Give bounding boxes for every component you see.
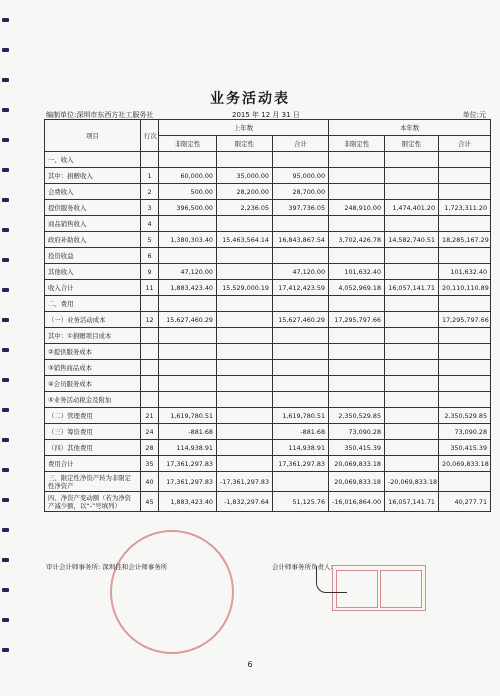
current-restricted-cell: -20,069,833.18: [385, 472, 439, 492]
current-unrestricted-cell: -16,016,864.00: [329, 492, 385, 512]
prior-restricted-cell: [217, 376, 273, 392]
current-total-cell: 20,110,110.89: [439, 280, 491, 296]
auditor-seal: [110, 530, 234, 654]
prior-restricted-cell: [217, 248, 273, 264]
table-row: [45, 424, 491, 440]
current-total-cell: 73,090.28: [439, 424, 491, 440]
table-row: [45, 344, 491, 360]
current-total-cell: 20,069,833.18: [439, 456, 491, 472]
current-unrestricted-cell: [329, 152, 385, 168]
prior-restricted-cell: 35,000.00: [217, 168, 273, 184]
prior-unrestricted-cell: [159, 248, 217, 264]
table-row: [45, 392, 491, 408]
current-total-cell: [439, 248, 491, 264]
row-line-number: [141, 376, 159, 392]
current-restricted-cell: [385, 376, 439, 392]
current-unrestricted-cell: 101,632.40: [329, 264, 385, 280]
current-unrestricted-cell: 20,069,833.18: [329, 456, 385, 472]
current-total-cell: [439, 376, 491, 392]
binder-hole: [2, 498, 9, 502]
binder-hole: [2, 168, 9, 172]
prior-total-cell: 51,125.76: [273, 492, 329, 512]
currency-unit: 单位:元: [462, 111, 486, 119]
binder-hole: [2, 618, 9, 622]
prior-total-cell: 1,619,780.51: [273, 408, 329, 424]
row-line-number: 45: [141, 492, 159, 512]
row-item: （二）管理费用: [45, 408, 141, 424]
current-restricted-cell: [385, 408, 439, 424]
current-total-cell: [439, 152, 491, 168]
current-unrestricted-cell: [329, 216, 385, 232]
table-row: [45, 264, 491, 280]
binder-hole: [2, 48, 9, 52]
binder-hole: [2, 648, 9, 652]
current-total-cell: [439, 168, 491, 184]
prior-unrestricted-cell: 17,361,297.83: [159, 456, 217, 472]
prior-total-cell: [273, 360, 329, 376]
row-item: 投资收益: [45, 248, 141, 264]
current-total-cell: 18,285,167.29: [439, 232, 491, 248]
row-item: （三）筹资费用: [45, 424, 141, 440]
row-line-number: [141, 392, 159, 408]
table-row: [45, 408, 491, 424]
prior-unrestricted-cell: [159, 216, 217, 232]
row-line-number: 1: [141, 168, 159, 184]
prior-total-cell: [273, 328, 329, 344]
current-unrestricted-cell: 248,910.00: [329, 200, 385, 216]
firm-head-label: 会计师事务所负责人:: [272, 563, 333, 571]
prior-total-cell: [273, 216, 329, 232]
row-item: 费用合计: [45, 456, 141, 472]
prior-total-cell: [273, 376, 329, 392]
table-row: [45, 492, 491, 512]
row-line-number: [141, 152, 159, 168]
prior-restricted-cell: [217, 264, 273, 280]
binder-holes: [2, 18, 12, 678]
row-line-number: 12: [141, 312, 159, 328]
prior-total-cell: [273, 344, 329, 360]
current-unrestricted-cell: 2,350,529.85: [329, 408, 385, 424]
prior-unrestricted-cell: 1,380,303.40: [159, 232, 217, 248]
col-item-header: 项目: [45, 120, 141, 152]
row-line-number: 9: [141, 264, 159, 280]
prior-restricted-cell: [217, 392, 273, 408]
row-item: （一）业务活动成本: [45, 312, 141, 328]
binder-hole: [2, 378, 9, 382]
prior-restricted-cell: [217, 344, 273, 360]
row-line-number: [141, 344, 159, 360]
current-restricted-cell: 1,474,401.20: [385, 200, 439, 216]
current-unrestricted-cell: [329, 392, 385, 408]
prior-unrestricted-cell: 17,361,297.83: [159, 472, 217, 492]
prior-unrestricted-cell: [159, 296, 217, 312]
row-line-number: 11: [141, 280, 159, 296]
current-unrestricted-header: 非限定性: [329, 136, 385, 152]
current-total-header: 合计: [439, 136, 491, 152]
row-line-number: 21: [141, 408, 159, 424]
prior-unrestricted-cell: 500.00: [159, 184, 217, 200]
current-restricted-cell: [385, 344, 439, 360]
row-line-number: 24: [141, 424, 159, 440]
row-line-number: [141, 328, 159, 344]
table-row: [45, 440, 491, 456]
prior-restricted-cell: [217, 424, 273, 440]
binder-hole: [2, 18, 9, 22]
prior-restricted-cell: [217, 216, 273, 232]
prior-unrestricted-cell: [159, 152, 217, 168]
prior-unrestricted-cell: [159, 360, 217, 376]
prior-restricted-cell: [217, 312, 273, 328]
activity-table: [44, 119, 491, 512]
row-item: 二、费用: [45, 296, 141, 312]
row-item: ③销售商品成本: [45, 360, 141, 376]
row-line-number: 4: [141, 216, 159, 232]
current-unrestricted-cell: [329, 184, 385, 200]
prior-total-cell: [273, 472, 329, 492]
table-row: [45, 280, 491, 296]
row-item: 提供服务收入: [45, 200, 141, 216]
row-item: 其他收入: [45, 264, 141, 280]
row-item: ④会员服务成本: [45, 376, 141, 392]
prior-total-cell: -881.68: [273, 424, 329, 440]
current-year-header: 本年数: [329, 120, 491, 136]
current-total-cell: 101,632.40: [439, 264, 491, 280]
prior-unrestricted-cell: 1,883,423.40: [159, 280, 217, 296]
row-item: 一、收入: [45, 152, 141, 168]
prior-total-cell: 17,412,423.59: [273, 280, 329, 296]
current-restricted-cell: [385, 264, 439, 280]
current-total-cell: [439, 472, 491, 492]
current-restricted-cell: 14,582,740.51: [385, 232, 439, 248]
current-total-cell: 2,350,529.85: [439, 408, 491, 424]
row-line-number: 3: [141, 200, 159, 216]
current-unrestricted-cell: 3,702,426.78: [329, 232, 385, 248]
page-number: 6: [247, 660, 253, 669]
prior-restricted-cell: [217, 440, 273, 456]
current-unrestricted-cell: [329, 360, 385, 376]
prior-unrestricted-cell: [159, 328, 217, 344]
row-item: 收入合计: [45, 280, 141, 296]
current-restricted-cell: 16,057,141.71: [385, 492, 439, 512]
current-unrestricted-cell: [329, 344, 385, 360]
row-line-number: 40: [141, 472, 159, 492]
current-restricted-cell: [385, 360, 439, 376]
binder-hole: [2, 588, 9, 592]
prior-total-header: 合计: [273, 136, 329, 152]
current-restricted-cell: [385, 424, 439, 440]
row-item: ②提供服务成本: [45, 344, 141, 360]
prior-total-cell: [273, 248, 329, 264]
binder-hole: [2, 348, 9, 352]
binder-hole: [2, 138, 9, 142]
prior-unrestricted-cell: -881.68: [159, 424, 217, 440]
table-row: [45, 296, 491, 312]
current-restricted-cell: [385, 392, 439, 408]
current-total-cell: 17,295,797.66: [439, 312, 491, 328]
prior-restricted-cell: -1,832,297.64: [217, 492, 273, 512]
prior-restricted-cell: [217, 360, 273, 376]
prior-total-cell: 397,736.05: [273, 200, 329, 216]
prior-restricted-cell: [217, 456, 273, 472]
row-item: 三、限定性净资产转为非限定性净资产: [45, 472, 141, 492]
current-restricted-cell: 16,057,141.71: [385, 280, 439, 296]
col-line-header: 行次: [141, 120, 159, 152]
prior-total-cell: 28,700.00: [273, 184, 329, 200]
prior-restricted-cell: 2,236.05: [217, 200, 273, 216]
reporting-unit: 编制单位:深圳市东西方社工服务社: [46, 111, 154, 119]
prior-total-cell: 114,938.91: [273, 440, 329, 456]
current-restricted-cell: [385, 168, 439, 184]
prior-restricted-header: 限定性: [217, 136, 273, 152]
current-restricted-cell: [385, 216, 439, 232]
prior-total-cell: 15,627,460.29: [273, 312, 329, 328]
current-unrestricted-cell: [329, 168, 385, 184]
prior-restricted-cell: [217, 152, 273, 168]
current-unrestricted-cell: 350,415.39: [329, 440, 385, 456]
row-item: 其中：①捐赠项目成本: [45, 328, 141, 344]
binder-hole: [2, 78, 9, 82]
current-unrestricted-cell: [329, 248, 385, 264]
prior-unrestricted-cell: [159, 344, 217, 360]
current-restricted-cell: [385, 184, 439, 200]
current-restricted-cell: [385, 296, 439, 312]
current-total-cell: [439, 184, 491, 200]
row-item: ⑤业务活动税金及附加: [45, 392, 141, 408]
table-row: [45, 360, 491, 376]
binder-hole: [2, 528, 9, 532]
table-row: [45, 376, 491, 392]
report-date: 2015 年 12 月 31 日: [232, 111, 300, 119]
row-item: 其中：捐赠收入: [45, 168, 141, 184]
current-total-cell: 40,277.71: [439, 492, 491, 512]
prior-restricted-cell: [217, 328, 273, 344]
row-line-number: [141, 360, 159, 376]
prior-unrestricted-cell: 1,883,423.40: [159, 492, 217, 512]
current-restricted-cell: [385, 456, 439, 472]
current-unrestricted-cell: 20,069,833.18: [329, 472, 385, 492]
current-total-cell: [439, 296, 491, 312]
current-restricted-cell: [385, 328, 439, 344]
current-total-cell: [439, 360, 491, 376]
row-line-number: 2: [141, 184, 159, 200]
current-total-cell: [439, 344, 491, 360]
prior-unrestricted-header: 非限定性: [159, 136, 217, 152]
binder-hole: [2, 438, 9, 442]
table-row: [45, 184, 491, 200]
binder-hole: [2, 198, 9, 202]
prior-unrestricted-cell: 1,619,780.51: [159, 408, 217, 424]
binder-hole: [2, 228, 9, 232]
current-total-cell: 1,723,311.20: [439, 200, 491, 216]
binder-hole: [2, 108, 9, 112]
prior-unrestricted-cell: [159, 392, 217, 408]
prior-unrestricted-cell: 396,500.00: [159, 200, 217, 216]
row-line-number: 6: [141, 248, 159, 264]
current-total-cell: [439, 392, 491, 408]
row-line-number: 5: [141, 232, 159, 248]
current-unrestricted-cell: 73,090.28: [329, 424, 385, 440]
row-item: （四）其他费用: [45, 440, 141, 456]
current-total-cell: [439, 216, 491, 232]
prior-restricted-cell: 15,463,564.14: [217, 232, 273, 248]
prior-total-cell: [273, 392, 329, 408]
prior-total-cell: 47,120.00: [273, 264, 329, 280]
prior-year-header: 上年数: [159, 120, 329, 136]
prior-unrestricted-cell: [159, 376, 217, 392]
prior-unrestricted-cell: 60,000.00: [159, 168, 217, 184]
current-unrestricted-cell: [329, 376, 385, 392]
prior-total-cell: 16,843,867.54: [273, 232, 329, 248]
current-restricted-cell: [385, 312, 439, 328]
current-unrestricted-cell: [329, 328, 385, 344]
table-row: [45, 152, 491, 168]
table-row: [45, 456, 491, 472]
current-restricted-cell: [385, 440, 439, 456]
audit-firm-label: 审计会计师事务所: 深圳佳和会计师事务所: [46, 563, 168, 571]
binder-hole: [2, 468, 9, 472]
prior-total-cell: 17,361,297.83: [273, 456, 329, 472]
prior-restricted-cell: 15,529,000.19: [217, 280, 273, 296]
current-unrestricted-cell: 4,052,969.18: [329, 280, 385, 296]
current-restricted-header: 限定性: [385, 136, 439, 152]
prior-restricted-cell: [217, 408, 273, 424]
prior-unrestricted-cell: 47,120.00: [159, 264, 217, 280]
row-line-number: 35: [141, 456, 159, 472]
row-line-number: 28: [141, 440, 159, 456]
row-line-number: [141, 296, 159, 312]
row-item: 会费收入: [45, 184, 141, 200]
prior-unrestricted-cell: 114,938.91: [159, 440, 217, 456]
binder-hole: [2, 288, 9, 292]
table-row: [45, 216, 491, 232]
table-row: [45, 472, 491, 492]
table-row: [45, 328, 491, 344]
current-total-cell: 350,415.39: [439, 440, 491, 456]
current-total-cell: [439, 328, 491, 344]
binder-hole: [2, 318, 9, 322]
row-item: 政府补助收入: [45, 232, 141, 248]
report-title: 业务活动表: [210, 91, 290, 107]
binder-hole: [2, 258, 9, 262]
row-item: 四、净资产变动额（若为净资产减少额，以“-”号填列）: [45, 492, 141, 512]
table-row: [45, 200, 491, 216]
prior-total-cell: 95,000.00: [273, 168, 329, 184]
binder-hole: [2, 558, 9, 562]
prior-total-cell: [273, 296, 329, 312]
prior-restricted-cell: 28,200.00: [217, 184, 273, 200]
row-item: 商品销售收入: [45, 216, 141, 232]
prior-restricted-cell: [217, 296, 273, 312]
current-unrestricted-cell: [329, 296, 385, 312]
current-restricted-cell: [385, 248, 439, 264]
prior-total-cell: [273, 152, 329, 168]
table-row: [45, 248, 491, 264]
table-row: [45, 232, 491, 248]
current-unrestricted-cell: 17,295,797.66: [329, 312, 385, 328]
current-restricted-cell: [385, 152, 439, 168]
prior-unrestricted-cell: 15,627,460.29: [159, 312, 217, 328]
table-row: [45, 168, 491, 184]
binder-hole: [2, 408, 9, 412]
table-row: [45, 312, 491, 328]
prior-restricted-cell: -17,361,297.83: [217, 472, 273, 492]
